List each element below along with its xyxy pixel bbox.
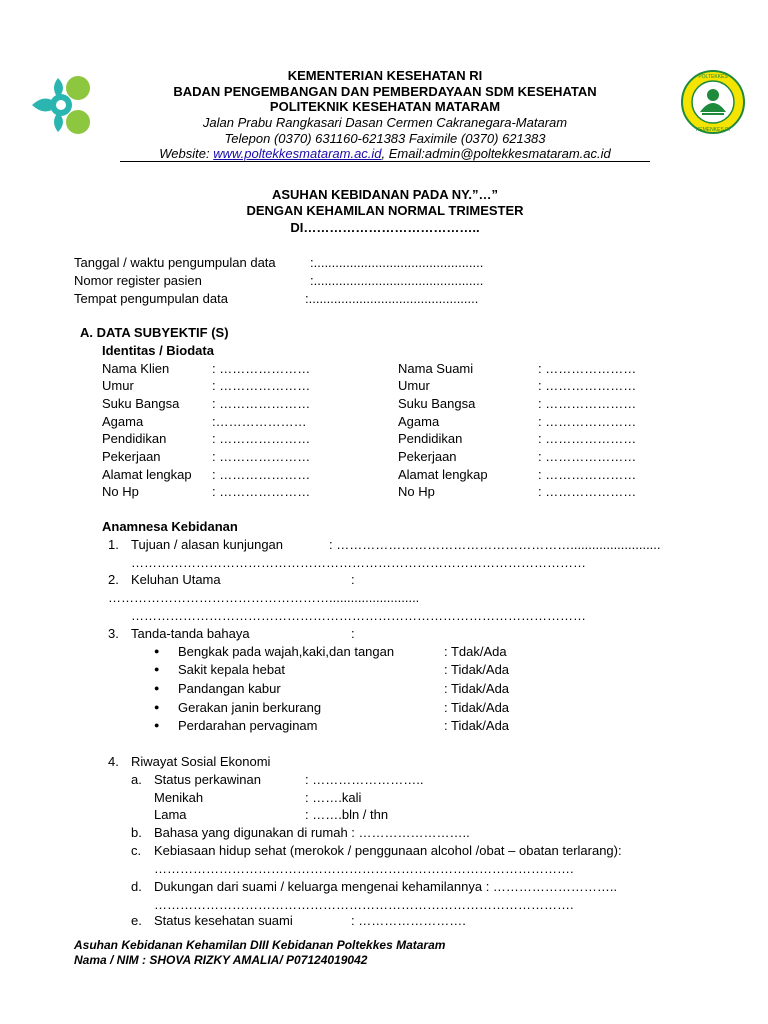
- danger-signs-colon: :: [351, 626, 355, 641]
- danger-sign-value: : Tidak/Ada: [444, 662, 510, 677]
- footer-student: Nama / NIM : SHOVA RIZKY AMALIA/ P07124019042: [74, 953, 368, 967]
- danger-sign-label: ● Pandangan kabur: [178, 681, 281, 696]
- ministry-name: KEMENTERIAN KESEHATAN RI: [287, 68, 483, 83]
- main-complaint-line1: …………………………………………….........................: [108, 590, 420, 605]
- kemenkes-logo: [28, 70, 98, 140]
- main-complaint-colon: :: [351, 572, 355, 587]
- healthy-habits: Kebiasaan hidup sehat (merokok / penggunaan alcohol /obat – obatan terlarang):: [154, 843, 622, 858]
- client-value: : …………………: [212, 361, 311, 376]
- meta-value-register: :...............................................: [310, 273, 484, 288]
- header-divider: [120, 161, 650, 162]
- marital-status-value: : ……………………..: [305, 772, 424, 787]
- client-label: No Hp: [102, 484, 139, 499]
- husband-label: Nama Suami: [398, 361, 474, 376]
- footer-course: Asuhan Kebidanan Kehamilan DIII Kebidanan Poltekkes Mataram: [74, 938, 446, 952]
- main-complaint-label: Keluhan Utama: [131, 572, 221, 587]
- married-value: : …….kali: [305, 790, 362, 805]
- marital-status-label: Status perkawinan: [154, 772, 261, 787]
- husband-health-value: : …………………….: [351, 913, 466, 928]
- item-number: 1.: [108, 537, 119, 552]
- danger-sign-label: ● Bengkak pada wajah,kaki,dan tangan: [178, 644, 394, 659]
- meta-label-register: Nomor register pasien: [74, 273, 202, 288]
- home-language: Bahasa yang digunakan di rumah : ……………………..: [154, 825, 470, 840]
- meta-value-place: :...............................................: [305, 291, 479, 306]
- section-a-title: A. DATA SUBYEKTIF (S): [80, 325, 229, 340]
- email-text: , Email:admin@poltekkesmataram.ac.id: [381, 146, 611, 161]
- client-label: Umur: [102, 378, 134, 393]
- website-label: Website:: [159, 146, 214, 161]
- husband-value: : …………………: [538, 484, 637, 499]
- danger-sign-value: : Tidak/Ada: [444, 700, 510, 715]
- sub-letter: d.: [131, 879, 142, 894]
- agency-name: BADAN PENGEMBANGAN DAN PEMBERDAYAAN SDM KESEHATAN: [173, 84, 597, 99]
- husband-label: No Hp: [398, 484, 435, 499]
- sub-letter: e.: [131, 913, 142, 928]
- family-support-continuation: …………………………………………………………………………………….: [154, 897, 574, 912]
- visit-purpose-continuation: ……………………………………………………………………………………………: [131, 555, 586, 570]
- institution-address: Jalan Prabu Rangkasari Dasan Cermen Cakranegara-Mataram: [202, 115, 568, 130]
- husband-value: : …………………: [538, 414, 637, 429]
- duration-label: Lama: [154, 807, 187, 822]
- husband-health-label: Status kesehatan suami: [154, 913, 293, 928]
- husband-value: : …………………: [538, 378, 637, 393]
- healthy-habits-continuation: …………………………………………………………………………………….: [154, 861, 574, 876]
- client-value: :…………………: [212, 414, 307, 429]
- identity-title: Identitas / Biodata: [102, 343, 214, 358]
- danger-sign-value: : Tidak/Ada: [444, 681, 510, 696]
- client-label: Alamat lengkap: [102, 467, 192, 482]
- married-label: Menikah: [154, 790, 204, 805]
- client-value: : …………………: [212, 449, 311, 464]
- client-label: Pendidikan: [102, 431, 167, 446]
- husband-label: Pendidikan: [398, 431, 463, 446]
- svg-text:POLTEKKES: POLTEKKES: [698, 74, 728, 80]
- item-number: 4.: [108, 754, 119, 769]
- meta-label-date: Tanggal / waktu pengumpulan data: [74, 255, 276, 270]
- danger-sign-value: : Tdak/Ada: [444, 644, 507, 659]
- client-value: : …………………: [212, 396, 311, 411]
- husband-value: : …………………: [538, 449, 637, 464]
- institution-phone: Telepon (0370) 631160-621383 Faximile (0370) 621383: [224, 131, 546, 146]
- institution-contact: [120, 146, 650, 161]
- client-label: Suku Bangsa: [102, 396, 180, 411]
- doc-title-line3: DI…………………………………..: [290, 220, 480, 235]
- poltekkes-seal: [680, 66, 746, 138]
- danger-signs-label: Tanda-tanda bahaya: [131, 626, 250, 641]
- husband-value: : …………………: [538, 431, 637, 446]
- client-value: : …………………: [212, 484, 311, 499]
- danger-sign-value: : Tidak/Ada: [444, 718, 510, 733]
- client-value: : …………………: [212, 378, 311, 393]
- danger-sign-label: ● Sakit kepala hebat: [178, 662, 285, 677]
- danger-sign-label: ● Gerakan janin berkurang: [178, 700, 321, 715]
- svg-text:KEMENKES RI: KEMENKES RI: [695, 127, 731, 133]
- website-link[interactable]: www.poltekkesmataram.ac.id: [213, 146, 382, 161]
- main-complaint-line2: ……………………………………………………………………………………………: [131, 608, 586, 623]
- husband-value: : …………………: [538, 467, 637, 482]
- meta-value-date: :...............................................: [310, 255, 484, 270]
- duration-value: : …….bln / thn: [305, 807, 389, 822]
- sub-letter: a.: [131, 772, 142, 787]
- visit-purpose-value: : ……………………………………………….........................: [329, 537, 661, 552]
- institution-name: POLITEKNIK KESEHATAN MATARAM: [269, 99, 501, 114]
- meta-label-place: Tempat pengumpulan data: [74, 291, 228, 306]
- family-support: Dukungan dari suami / keluarga mengenai kehamilannya : ………………………..: [154, 879, 618, 894]
- doc-title-line1: ASUHAN KEBIDANAN PADA NY.”…”: [271, 187, 499, 202]
- item-number: 2.: [108, 572, 119, 587]
- client-label: Agama: [102, 414, 144, 429]
- husband-label: Umur: [398, 378, 430, 393]
- husband-label: Suku Bangsa: [398, 396, 476, 411]
- danger-sign-label: ● Perdarahan pervaginam: [178, 718, 317, 733]
- visit-purpose-label: Tujuan / alasan kunjungan: [131, 537, 284, 552]
- sub-letter: c.: [131, 843, 142, 858]
- husband-value: : …………………: [538, 396, 637, 411]
- client-label: Pekerjaan: [102, 449, 161, 464]
- item-number: 3.: [108, 626, 119, 641]
- client-label: Nama Klien: [102, 361, 170, 376]
- socioeconomic-label: Riwayat Sosial Ekonomi: [131, 754, 271, 769]
- client-value: : …………………: [212, 431, 311, 446]
- husband-value: : …………………: [538, 361, 637, 376]
- husband-label: Agama: [398, 414, 440, 429]
- sub-letter: b.: [131, 825, 142, 840]
- husband-label: Alamat lengkap: [398, 467, 488, 482]
- husband-label: Pekerjaan: [398, 449, 457, 464]
- anamnesa-title: Anamnesa Kebidanan: [102, 519, 238, 534]
- doc-title-line2: DENGAN KEHAMILAN NORMAL TRIMESTER: [246, 203, 524, 218]
- client-value: : …………………: [212, 467, 311, 482]
